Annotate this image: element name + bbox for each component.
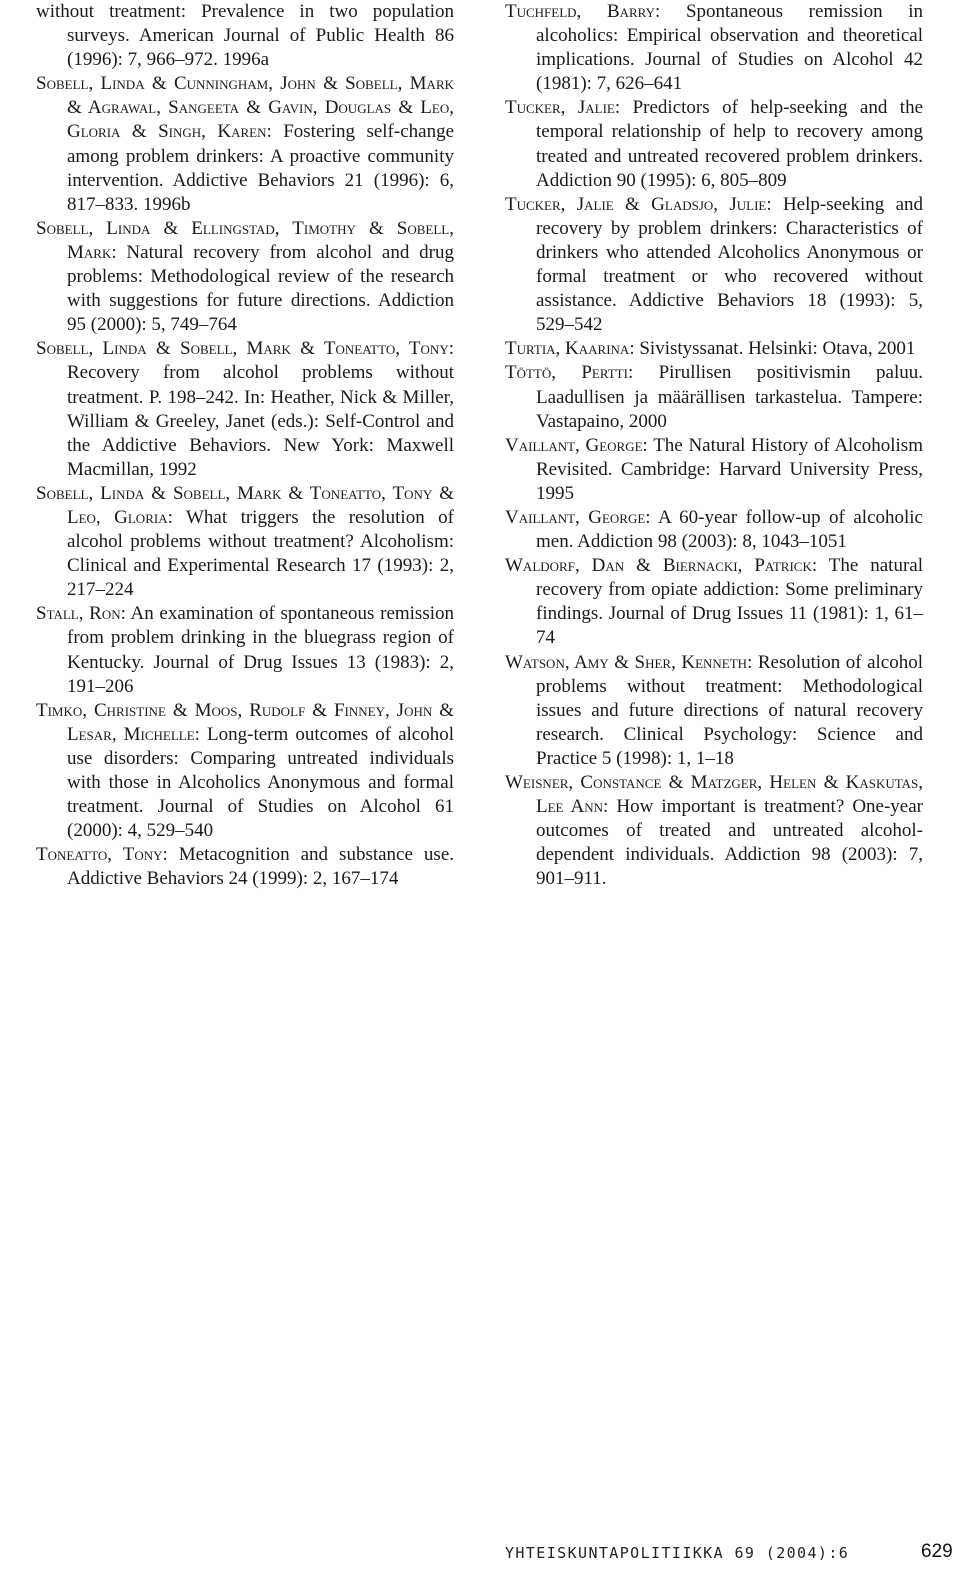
reference-details: The Natural History of Alcoholism Revisited. Cambridge: Harvard University Press, 1995 xyxy=(536,434,923,504)
reference-authors: Timko, Christine & Moos, Rudolf & Finney, John & Lesar, Michelle: xyxy=(36,699,454,745)
reference-entry xyxy=(36,337,454,482)
reference-details: Metacognition and substance use. Addictive Behaviors 24 (1999): 2, 167–174 xyxy=(67,844,455,890)
reference-authors: Sobell, Linda & Ellingstad, Timothy & Sobell, Mark: xyxy=(36,217,454,263)
reference-entry xyxy=(505,96,923,192)
reference-details: An examination of spontaneous remission from problem drinking in the bluegrass region of Kentucky. Journal of Drug Issues 13 (1983): 2, 191–206 xyxy=(67,603,454,697)
reference-entry xyxy=(36,72,454,217)
reference-details: Sivistyssanat. Helsinki: Otava, 2001 xyxy=(634,338,916,360)
reference-details: How important is treatment? One-year outcomes of treated and untreated alcohol-dependent individuals. Addiction 98 (2003): 7, 901–911. xyxy=(536,796,924,890)
reference-authors: Tucker, Jalie & Gladsjo, Julie: xyxy=(505,193,772,215)
reference-authors: Vaillant, George: xyxy=(505,506,651,528)
reference-entry xyxy=(36,699,454,844)
reference-list-left xyxy=(36,0,454,891)
reference-entry xyxy=(505,361,923,433)
reference-details: The natural recovery from opiate addiction: Some preliminary findings. Journal of Drug Issues 11 (1981): 1, 61–74 xyxy=(536,555,923,649)
reference-authors: Watson, Amy & Sher, Kenneth: xyxy=(505,651,753,673)
reference-authors: Sobell, Linda & Cunningham, John & Sobell, Mark & Agrawal, Sangeeta & Gavin, Douglas & Leo, Gloria & Singh, Karen: xyxy=(36,73,454,143)
reference-entry xyxy=(505,337,923,361)
reference-entry xyxy=(36,602,454,698)
reference-entry xyxy=(505,434,923,506)
reference-entry xyxy=(36,0,454,72)
reference-details: Predictors of help-seeking and the temporal relationship of help to recovery among treated and untreated recovered problem drinkers. Addiction 90 (1995): 6, 805–809 xyxy=(536,97,923,191)
reference-details: without treatment: Prevalence in two population surveys. American Journal of Public Health 86 (1996): 7, 966–972. 1996a xyxy=(36,1,454,71)
reference-details: Long-term outcomes of alcohol use disorders: Comparing untreated individuals with those in Alcoholics Anonymous and formal treatment. Journal of Studies on Alcohol 61 (2000): 4, 529–540 xyxy=(67,723,454,842)
reference-authors: Tuchfeld, Barry: xyxy=(505,1,661,22)
reference-authors: Sobell, Linda & Sobell, Mark & Toneatto, Tony: xyxy=(36,338,454,360)
reference-authors: Turtia, Kaarina: xyxy=(505,338,635,360)
reference-details: Fostering self-change among problem drinkers: A proactive community intervention. Addictive Behaviors 21 (1996): 6, 817–833. 1996b xyxy=(67,121,454,215)
reference-details: Resolution of alcohol problems without treatment: Methodological issues and future directions of natural recovery research. Clinical Psychology: Science and Practice 5 (1998): 1, 1–18 xyxy=(536,651,924,769)
reference-details: Help-seeking and recovery by problem drinkers: Characteristics of drinkers who attended Alcoholics Anonymous or formal treatment or who recovered without assistance. Addictive Behaviors 18 (1993): 5, 529–542 xyxy=(536,193,924,336)
reference-entry xyxy=(505,193,923,338)
reference-authors: Vaillant, George: xyxy=(505,434,648,456)
reference-entry xyxy=(505,554,923,650)
reference-entry xyxy=(36,482,454,602)
reference-details: Pirullisen positivismin paluu. Laadullisen ja määrällisen tarkastelua. Tampere: Vastapaino, 2000 xyxy=(536,362,923,432)
reference-entry xyxy=(505,0,923,96)
reference-details: Natural recovery from alcohol and drug problems: Methodological review of the research with suggestions for future directions. Addiction 95 (2000): 5, 749–764 xyxy=(67,241,454,336)
reference-authors: Stall, Ron: xyxy=(36,603,126,625)
reference-details: Recovery from alcohol problems without treatment. P. 198–242. In: Heather, Nick & Miller, William & Greeley, Janet (eds.): Self-Control and the Addictive Behaviors. New York: Maxwell Macmillan, 1992 xyxy=(67,362,454,480)
reference-authors: Sobell, Linda & Sobell, Mark & Toneatto, Tony & Leo, Gloria: xyxy=(36,482,454,528)
reference-authors: Weisner, Constance & Matzger, Helen & Kaskutas, Lee Ann: xyxy=(505,772,923,818)
page-number: 629 xyxy=(921,1541,953,1562)
reference-authors: Toneatto, Tony: xyxy=(36,844,168,866)
running-footer-journal: YHTEISKUNTAPOLITIIKKA 69 (2004):6 xyxy=(505,1544,850,1562)
reference-entry xyxy=(505,771,923,891)
reference-list-right xyxy=(505,0,923,891)
reference-details: Spontaneous remission in alcoholics: Empirical observation and theoretical implications. Journal of Studies on Alcohol 42 (1981): 7, 626–641 xyxy=(536,1,923,95)
reference-entry xyxy=(36,217,454,337)
reference-details: A 60-year follow-up of alcoholic men. Addiction 98 (2003): 8, 1043–1051 xyxy=(536,506,923,553)
reference-authors: Waldorf, Dan & Biernacki, Patrick: xyxy=(505,555,818,577)
reference-authors: Tucker, Jalie: xyxy=(505,97,621,119)
reference-authors: Töttö, Pertti: xyxy=(505,362,634,384)
reference-details: What triggers the resolution of alcohol problems without treatment? Alcoholism: Clinical and Experimental Research 17 (1993): 2, 217–224 xyxy=(67,506,454,601)
reference-entry xyxy=(36,843,454,891)
reference-entry xyxy=(505,651,923,771)
reference-entry xyxy=(505,506,923,554)
